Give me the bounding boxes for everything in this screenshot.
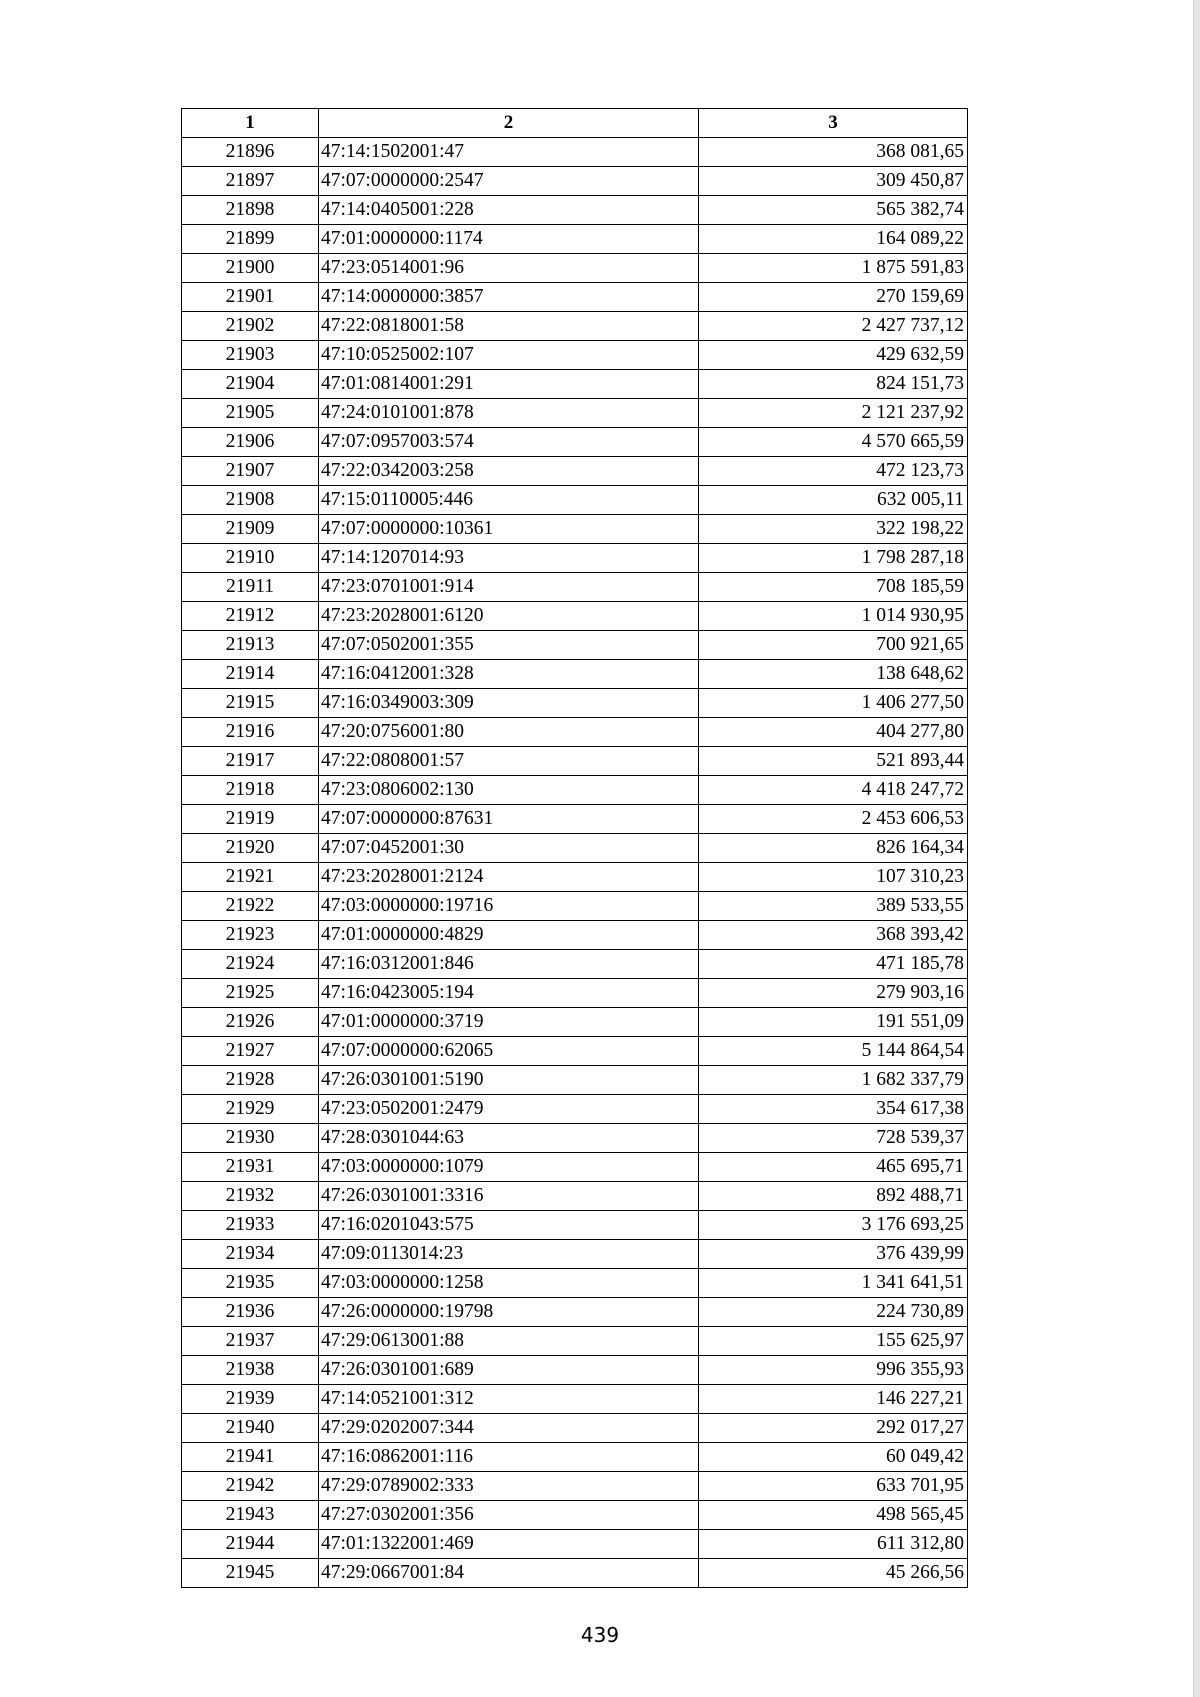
table-row	[182, 254, 968, 283]
row-number-cell: 21905	[182, 399, 319, 428]
row-number-cell: 21910	[182, 544, 319, 573]
row-number-cell: 21916	[182, 718, 319, 747]
value-cell: 471 185,78	[699, 950, 968, 979]
value-cell: 498 565,45	[699, 1501, 968, 1530]
value-cell: 270 159,69	[699, 283, 968, 312]
cadastral-number-cell: 47:07:0957003:574	[319, 428, 699, 457]
row-number-cell: 21938	[182, 1356, 319, 1385]
table-row	[182, 341, 968, 370]
row-number-cell: 21911	[182, 573, 319, 602]
cadastral-number-cell: 47:22:0818001:58	[319, 312, 699, 341]
cadastral-number-cell: 47:16:0349003:309	[319, 689, 699, 718]
value-cell: 146 227,21	[699, 1385, 968, 1414]
value-cell: 611 312,80	[699, 1530, 968, 1559]
table-row	[182, 1037, 968, 1066]
value-cell: 309 450,87	[699, 167, 968, 196]
table-row	[182, 1501, 968, 1530]
row-number-cell: 21914	[182, 660, 319, 689]
page-edge	[1193, 0, 1200, 1697]
data-table	[181, 108, 968, 1588]
row-number-cell: 21898	[182, 196, 319, 225]
cadastral-number-cell: 47:07:0000000:2547	[319, 167, 699, 196]
row-number-cell: 21927	[182, 1037, 319, 1066]
cadastral-number-cell: 47:23:0701001:914	[319, 573, 699, 602]
table-row	[182, 1472, 968, 1501]
cadastral-number-cell: 47:16:0201043:575	[319, 1211, 699, 1240]
row-number-cell: 21903	[182, 341, 319, 370]
row-number-cell: 21929	[182, 1095, 319, 1124]
value-cell: 3 176 693,25	[699, 1211, 968, 1240]
value-cell: 632 005,11	[699, 486, 968, 515]
table-row	[182, 428, 968, 457]
table-row	[182, 1385, 968, 1414]
table-row	[182, 573, 968, 602]
value-cell: 107 310,23	[699, 863, 968, 892]
cadastral-number-cell: 47:14:0521001:312	[319, 1385, 699, 1414]
row-number-cell: 21908	[182, 486, 319, 515]
value-cell: 191 551,09	[699, 1008, 968, 1037]
value-cell: 728 539,37	[699, 1124, 968, 1153]
cadastral-number-cell: 47:07:0000000:87631	[319, 805, 699, 834]
cadastral-number-cell: 47:07:0502001:355	[319, 631, 699, 660]
row-number-cell: 21936	[182, 1298, 319, 1327]
value-cell: 465 695,71	[699, 1153, 968, 1182]
value-cell: 138 648,62	[699, 660, 968, 689]
value-cell: 5 144 864,54	[699, 1037, 968, 1066]
cadastral-number-cell: 47:07:0000000:10361	[319, 515, 699, 544]
table-row	[182, 602, 968, 631]
value-cell: 472 123,73	[699, 457, 968, 486]
table-row	[182, 515, 968, 544]
value-cell: 565 382,74	[699, 196, 968, 225]
row-number-cell: 21919	[182, 805, 319, 834]
cadastral-number-cell: 47:01:0000000:4829	[319, 921, 699, 950]
value-cell: 368 081,65	[699, 138, 968, 167]
cadastral-number-cell: 47:28:0301044:63	[319, 1124, 699, 1153]
cadastral-number-cell: 47:16:0862001:116	[319, 1443, 699, 1472]
cadastral-number-cell: 47:01:0000000:3719	[319, 1008, 699, 1037]
table-row	[182, 805, 968, 834]
cadastral-number-cell: 47:03:0000000:1079	[319, 1153, 699, 1182]
table-row	[182, 950, 968, 979]
cadastral-number-cell: 47:29:0667001:84	[319, 1559, 699, 1588]
row-number-cell: 21940	[182, 1414, 319, 1443]
value-cell: 45 266,56	[699, 1559, 968, 1588]
value-cell: 292 017,27	[699, 1414, 968, 1443]
row-number-cell: 21935	[182, 1269, 319, 1298]
cadastral-number-cell: 47:23:0806002:130	[319, 776, 699, 805]
cadastral-number-cell: 47:22:0808001:57	[319, 747, 699, 776]
table-row	[182, 979, 968, 1008]
cadastral-number-cell: 47:29:0613001:88	[319, 1327, 699, 1356]
value-cell: 354 617,38	[699, 1095, 968, 1124]
table-row	[182, 138, 968, 167]
table-row	[182, 631, 968, 660]
value-cell: 2 427 737,12	[699, 312, 968, 341]
table-row	[182, 312, 968, 341]
cadastral-number-cell: 47:09:0113014:23	[319, 1240, 699, 1269]
table-row	[182, 1356, 968, 1385]
cadastral-number-cell: 47:16:0412001:328	[319, 660, 699, 689]
table-row	[182, 1269, 968, 1298]
cadastral-number-cell: 47:20:0756001:80	[319, 718, 699, 747]
row-number-cell: 21933	[182, 1211, 319, 1240]
table-row	[182, 660, 968, 689]
table-row	[182, 689, 968, 718]
row-number-cell: 21937	[182, 1327, 319, 1356]
value-cell: 60 049,42	[699, 1443, 968, 1472]
row-number-cell: 21899	[182, 225, 319, 254]
table-row	[182, 1559, 968, 1588]
table-row	[182, 1211, 968, 1240]
table-row	[182, 921, 968, 950]
cadastral-number-cell: 47:29:0789002:333	[319, 1472, 699, 1501]
table-row	[182, 283, 968, 312]
header-cell-2: 2	[319, 109, 699, 138]
table-row	[182, 167, 968, 196]
value-cell: 389 533,55	[699, 892, 968, 921]
table-row	[182, 544, 968, 573]
table-body	[182, 138, 968, 1588]
cadastral-number-cell: 47:23:2028001:6120	[319, 602, 699, 631]
table-row	[182, 370, 968, 399]
cadastral-number-cell: 47:07:0452001:30	[319, 834, 699, 863]
cadastral-number-cell: 47:24:0101001:878	[319, 399, 699, 428]
cadastral-number-cell: 47:22:0342003:258	[319, 457, 699, 486]
row-number-cell: 21926	[182, 1008, 319, 1037]
value-cell: 826 164,34	[699, 834, 968, 863]
value-cell: 996 355,93	[699, 1356, 968, 1385]
row-number-cell: 21922	[182, 892, 319, 921]
table-row	[182, 718, 968, 747]
table-row	[182, 1153, 968, 1182]
table-row	[182, 863, 968, 892]
cadastral-number-cell: 47:16:0312001:846	[319, 950, 699, 979]
cadastral-number-cell: 47:15:0110005:446	[319, 486, 699, 515]
table-row	[182, 486, 968, 515]
cadastral-number-cell: 47:26:0000000:19798	[319, 1298, 699, 1327]
table-row	[182, 1095, 968, 1124]
cadastral-number-cell: 47:03:0000000:1258	[319, 1269, 699, 1298]
value-cell: 2 453 606,53	[699, 805, 968, 834]
table-row	[182, 1443, 968, 1472]
table-row	[182, 225, 968, 254]
value-cell: 1 682 337,79	[699, 1066, 968, 1095]
value-cell: 1 798 287,18	[699, 544, 968, 573]
row-number-cell: 21900	[182, 254, 319, 283]
row-number-cell: 21925	[182, 979, 319, 1008]
table-row	[182, 457, 968, 486]
table-header	[182, 109, 968, 138]
value-cell: 633 701,95	[699, 1472, 968, 1501]
row-number-cell: 21924	[182, 950, 319, 979]
row-number-cell: 21939	[182, 1385, 319, 1414]
table-row	[182, 1008, 968, 1037]
table-row	[182, 834, 968, 863]
cadastral-number-cell: 47:27:0302001:356	[319, 1501, 699, 1530]
row-number-cell: 21943	[182, 1501, 319, 1530]
value-cell: 892 488,71	[699, 1182, 968, 1211]
cadastral-number-cell: 47:23:0514001:96	[319, 254, 699, 283]
value-cell: 155 625,97	[699, 1327, 968, 1356]
value-cell: 224 730,89	[699, 1298, 968, 1327]
value-cell: 429 632,59	[699, 341, 968, 370]
cadastral-number-cell: 47:16:0423005:194	[319, 979, 699, 1008]
row-number-cell: 21944	[182, 1530, 319, 1559]
row-number-cell: 21932	[182, 1182, 319, 1211]
value-cell: 4 570 665,59	[699, 428, 968, 457]
row-number-cell: 21942	[182, 1472, 319, 1501]
value-cell: 1 341 641,51	[699, 1269, 968, 1298]
row-number-cell: 21920	[182, 834, 319, 863]
table-row	[182, 1182, 968, 1211]
value-cell: 322 198,22	[699, 515, 968, 544]
row-number-cell: 21931	[182, 1153, 319, 1182]
table-row	[182, 776, 968, 805]
cadastral-number-cell: 47:01:0000000:1174	[319, 225, 699, 254]
row-number-cell: 21930	[182, 1124, 319, 1153]
value-cell: 279 903,16	[699, 979, 968, 1008]
table-row	[182, 1066, 968, 1095]
row-number-cell: 21915	[182, 689, 319, 718]
row-number-cell: 21897	[182, 167, 319, 196]
cadastral-number-cell: 47:29:0202007:344	[319, 1414, 699, 1443]
value-cell: 368 393,42	[699, 921, 968, 950]
row-number-cell: 21909	[182, 515, 319, 544]
row-number-cell: 21902	[182, 312, 319, 341]
value-cell: 521 893,44	[699, 747, 968, 776]
row-number-cell: 21907	[182, 457, 319, 486]
value-cell: 1 014 930,95	[699, 602, 968, 631]
cadastral-number-cell: 47:07:0000000:62065	[319, 1037, 699, 1066]
table-row	[182, 1327, 968, 1356]
cadastral-number-cell: 47:14:1502001:47	[319, 138, 699, 167]
header-cell-1: 1	[182, 109, 319, 138]
cadastral-number-cell: 47:01:1322001:469	[319, 1530, 699, 1559]
value-cell: 2 121 237,92	[699, 399, 968, 428]
row-number-cell: 21928	[182, 1066, 319, 1095]
row-number-cell: 21941	[182, 1443, 319, 1472]
cadastral-number-cell: 47:23:0502001:2479	[319, 1095, 699, 1124]
row-number-cell: 21901	[182, 283, 319, 312]
cadastral-number-cell: 47:14:0405001:228	[319, 196, 699, 225]
row-number-cell: 21917	[182, 747, 319, 776]
value-cell: 1 875 591,83	[699, 254, 968, 283]
table-row	[182, 892, 968, 921]
value-cell: 404 277,80	[699, 718, 968, 747]
table-row	[182, 1414, 968, 1443]
row-number-cell: 21921	[182, 863, 319, 892]
value-cell: 824 151,73	[699, 370, 968, 399]
cadastral-number-cell: 47:14:0000000:3857	[319, 283, 699, 312]
value-cell: 708 185,59	[699, 573, 968, 602]
value-cell: 700 921,65	[699, 631, 968, 660]
table-row	[182, 1530, 968, 1559]
cadastral-number-cell: 47:10:0525002:107	[319, 341, 699, 370]
table-row	[182, 399, 968, 428]
row-number-cell: 21945	[182, 1559, 319, 1588]
row-number-cell: 21896	[182, 138, 319, 167]
cadastral-number-cell: 47:14:1207014:93	[319, 544, 699, 573]
header-cell-3: 3	[699, 109, 968, 138]
cadastral-number-cell: 47:03:0000000:19716	[319, 892, 699, 921]
cadastral-number-cell: 47:26:0301001:3316	[319, 1182, 699, 1211]
table-row	[182, 196, 968, 225]
row-number-cell: 21904	[182, 370, 319, 399]
page-number: 439	[580, 1623, 620, 1647]
cadastral-number-cell: 47:01:0814001:291	[319, 370, 699, 399]
table-row	[182, 1124, 968, 1153]
table-row	[182, 747, 968, 776]
cadastral-number-cell: 47:26:0301001:689	[319, 1356, 699, 1385]
row-number-cell: 21934	[182, 1240, 319, 1269]
header-row	[182, 109, 968, 138]
value-cell: 376 439,99	[699, 1240, 968, 1269]
cadastral-number-cell: 47:26:0301001:5190	[319, 1066, 699, 1095]
row-number-cell: 21923	[182, 921, 319, 950]
value-cell: 164 089,22	[699, 225, 968, 254]
row-number-cell: 21912	[182, 602, 319, 631]
value-cell: 4 418 247,72	[699, 776, 968, 805]
row-number-cell: 21918	[182, 776, 319, 805]
row-number-cell: 21906	[182, 428, 319, 457]
value-cell: 1 406 277,50	[699, 689, 968, 718]
row-number-cell: 21913	[182, 631, 319, 660]
table-row	[182, 1298, 968, 1327]
table-row	[182, 1240, 968, 1269]
cadastral-number-cell: 47:23:2028001:2124	[319, 863, 699, 892]
